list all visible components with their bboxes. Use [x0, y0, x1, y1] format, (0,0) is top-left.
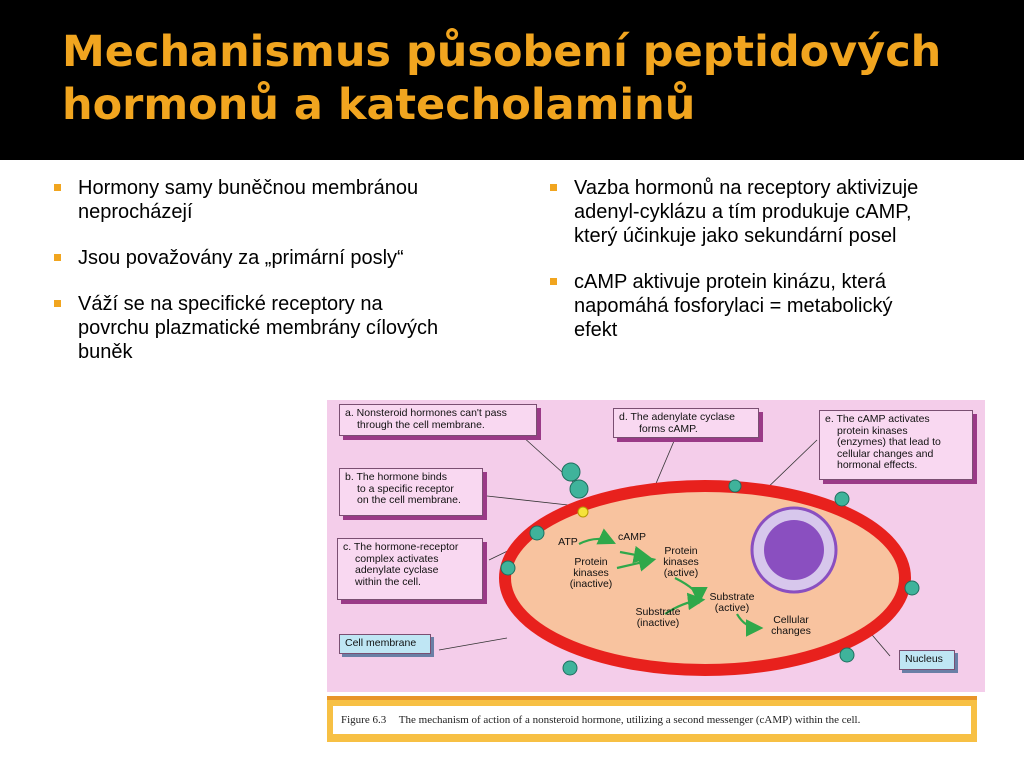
bullet-item — [44, 292, 444, 364]
right-bullet-list — [540, 176, 920, 364]
caption-text: The mechanism of action of a nonsteroid hormone, utilizing a second messenger (cAMP) within the cell. — [398, 714, 861, 726]
bullet-item — [540, 176, 920, 248]
bullet-text: Váží se na specifické receptory na povrchu plazmatické membrány cílových buněk — [78, 293, 439, 363]
label-line: Substrate — [709, 591, 755, 603]
left-bullet-list — [44, 176, 444, 386]
nucleus-callout: Nucleus — [899, 650, 955, 670]
square-bullet-icon — [550, 184, 557, 191]
atp-label: ATP — [558, 536, 578, 548]
label-line: Substrate — [635, 606, 681, 618]
title-bar — [0, 0, 1024, 160]
label-line: Protein — [664, 545, 698, 557]
bullet-text: Jsou považovány za „primární posly“ — [78, 247, 404, 269]
bullet-item — [44, 176, 444, 224]
cell-membrane-callout: Cell membrane — [339, 634, 431, 654]
square-bullet-icon — [54, 300, 61, 307]
caption-label: Figure 6.3 — [341, 714, 387, 726]
callout-line: hormonal effects. — [837, 459, 918, 471]
protein-kinases-inactive-label — [561, 557, 621, 590]
label-line: Cellular — [773, 614, 809, 626]
callout-line: (enzymes) that lead to — [837, 436, 941, 448]
protein-kinases-active-label — [653, 546, 709, 579]
callout-c — [337, 538, 483, 600]
label-line: (inactive) — [636, 617, 680, 629]
square-bullet-icon — [54, 184, 61, 191]
callout-line: c. The hormone-receptor — [343, 541, 459, 553]
callout-line: forms cAMP. — [639, 422, 698, 435]
camp-label: cAMP — [617, 531, 646, 543]
bullet-text: Vazba hormonů na receptory aktivizuje adenyl-cyklázu a tím produkuje cAMP, který účinkuje jako sekundární posel — [574, 177, 919, 247]
slide-title-line-2: hormonů a katecholaminů — [62, 80, 696, 130]
callout-line: protein kinases — [837, 424, 908, 437]
square-bullet-icon — [550, 278, 557, 285]
callout-line: complex activates — [355, 552, 439, 565]
label-line: (active) — [714, 602, 750, 614]
bullet-text: Hormony samy buněčnou membránou neprocházejí — [78, 177, 419, 223]
substrate-active-label — [701, 592, 763, 614]
label-line: kinases — [573, 567, 609, 579]
label-line: kinases — [663, 556, 699, 568]
label-line: (inactive) — [569, 578, 613, 590]
callout-a — [339, 404, 537, 436]
caption-box — [333, 706, 971, 734]
hormone-mechanism-diagram — [327, 400, 985, 692]
callout-line: a. Nonsteroid hormones can't pass — [345, 407, 507, 419]
label-line: changes — [771, 625, 811, 637]
label-line: Protein — [574, 556, 608, 568]
callout-line: within the cell. — [355, 575, 421, 588]
bullet-item — [540, 270, 920, 342]
label-line: (active) — [663, 567, 699, 579]
figure-caption — [327, 696, 977, 742]
callout-line: on the cell membrane. — [357, 494, 461, 506]
slide-title — [62, 26, 1002, 132]
bullet-item — [44, 246, 444, 270]
callout-line: d. The adenylate cyclase — [619, 411, 735, 423]
callout-e — [819, 410, 973, 480]
slide-title-line-1: Mechanismus působení peptidových — [62, 27, 942, 77]
bullet-text: cAMP aktivuje protein kinázu, která napomáhá fosforylaci = metabolický efekt — [574, 271, 893, 341]
callout-line: e. The cAMP activates — [825, 413, 930, 425]
callout-line: adenylate cyclase — [355, 564, 439, 576]
cellular-changes-label — [761, 615, 821, 637]
callout-line: to a specific receptor — [357, 482, 454, 495]
callout-line: cellular changes and — [837, 447, 934, 460]
square-bullet-icon — [54, 254, 61, 261]
substrate-inactive-label — [623, 607, 693, 629]
callout-d — [613, 408, 759, 438]
callout-line: b. The hormone binds — [345, 471, 447, 483]
callout-line: through the cell membrane. — [357, 418, 485, 431]
nucleus-shape — [752, 508, 836, 592]
callout-b — [339, 468, 483, 516]
